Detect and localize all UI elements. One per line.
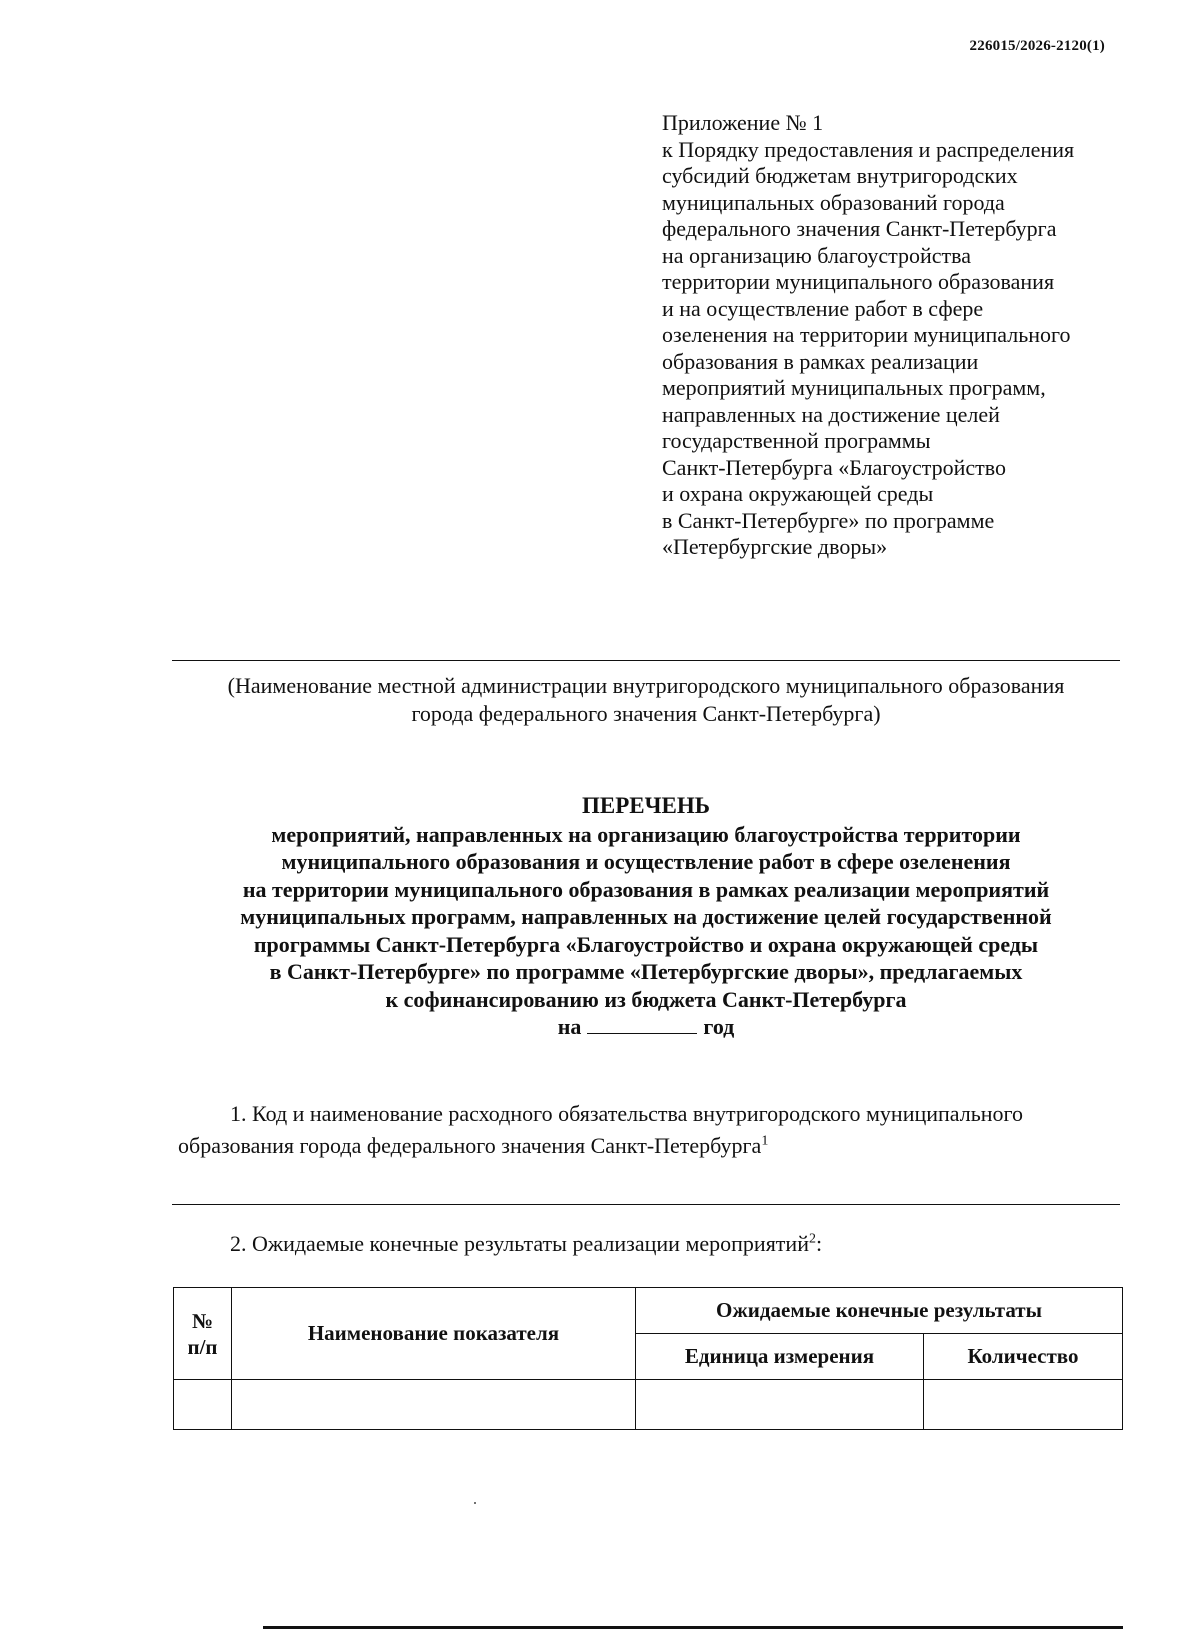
appendix-line: образования в рамках реализации <box>662 348 979 374</box>
section-2-suffix: : <box>815 1231 823 1256</box>
appendix-line: и охрана окружающей среды <box>662 481 934 506</box>
appendix-line: направленных на достижение целей <box>662 401 1000 427</box>
year-suffix: год <box>703 1014 735 1039</box>
title-line: к софинансированию из бюджета Санкт-Петербурга <box>385 986 907 1012</box>
expense-obligation-field-line <box>172 1204 1120 1205</box>
header-unit: Единица измерения <box>636 1334 924 1380</box>
appendix-line: субсидий бюджетам внутригородских <box>662 163 1018 188</box>
title-line: мероприятий, направленных на организацию благоустройства территории <box>271 821 1021 847</box>
appendix-line: озеленения на территории муниципального <box>662 322 1071 347</box>
header-indicator-name: Наименование показателя <box>232 1288 636 1380</box>
title-line: муниципальных программ, направленных на достижение целей государственной <box>240 904 1052 929</box>
administration-name-field-line <box>172 660 1120 661</box>
appendix-line: территории муниципального образования <box>662 269 1055 294</box>
appendix-line: и на осуществление работ в сфере <box>662 295 984 321</box>
title-line: в Санкт-Петербурге» по программе «Петербургские дворы», предлагаемых <box>269 959 1023 984</box>
section-1-line: 1. Код и наименование расходного обязательства внутригородского муниципального <box>230 1101 1024 1126</box>
document-title <box>130 792 1162 1041</box>
title-line: на территории муниципального образования в рамках реализации мероприятий <box>242 876 1050 902</box>
header-number-sign: № <box>191 1308 214 1333</box>
appendix-line: мероприятий муниципальных программ, <box>662 375 1046 400</box>
title-main: ПЕРЕЧЕНЬ <box>582 793 710 818</box>
appendix-line: федерального значения Санкт-Петербурга <box>662 216 1057 241</box>
document-registration-number: 226015/2026-2120(1) <box>969 38 1105 54</box>
header-item-abbr: п/п <box>187 1334 218 1359</box>
appendix-line: государственной программы <box>662 428 931 453</box>
expected-results-table <box>173 1287 1123 1430</box>
table-row <box>174 1380 1123 1430</box>
header-row-number <box>174 1288 232 1380</box>
year-prefix: на <box>557 1014 582 1039</box>
cell-unit[interactable] <box>636 1380 924 1430</box>
appendix-line: Приложение № 1 <box>662 110 824 135</box>
cell-indicator-name[interactable] <box>232 1380 636 1430</box>
header-quantity: Количество <box>924 1334 1123 1380</box>
appendix-reference <box>662 110 1182 561</box>
section-2-text: 2. Ожидаемые конечные результаты реализации мероприятий <box>230 1231 809 1256</box>
year-blank-field <box>587 1015 697 1034</box>
caption-line: (Наименование местной администрации внутригородского муниципального образования <box>227 673 1065 698</box>
appendix-line: к Порядку предоставления и распределения <box>662 136 1075 162</box>
section-1-line <box>178 1130 1128 1162</box>
footnote-marker: 1 <box>761 1133 769 1149</box>
header-expected-results: Ожидаемые конечные результаты <box>636 1288 1123 1334</box>
footnote-marker: 2 <box>808 1231 816 1247</box>
title-line: муниципального образования и осуществление работ в сфере озеленения <box>281 849 1011 874</box>
title-line: программы Санкт-Петербурга «Благоустройство и охрана окружающей среды <box>253 931 1039 957</box>
appendix-line: на организацию благоустройства <box>662 242 971 268</box>
section-1-expense-obligation <box>178 1098 1128 1162</box>
appendix-line: муниципальных образований города <box>662 189 1005 215</box>
cell-number[interactable] <box>174 1380 232 1430</box>
appendix-line: Санкт-Петербурга «Благоустройство <box>662 454 1006 480</box>
caption-line: города федерального значения Санкт-Петербурга) <box>411 701 881 726</box>
section-2-expected-results <box>230 1231 822 1257</box>
scan-speck <box>474 1502 476 1504</box>
section-1-text: образования города федерального значения Санкт-Петербурга <box>178 1133 762 1158</box>
administration-name-caption <box>150 672 1142 728</box>
title-year-line <box>130 1013 1162 1041</box>
appendix-line: «Петербургские дворы» <box>662 534 888 559</box>
appendix-line: в Санкт-Петербурге» по программе <box>662 507 995 533</box>
cell-quantity[interactable] <box>924 1380 1123 1430</box>
